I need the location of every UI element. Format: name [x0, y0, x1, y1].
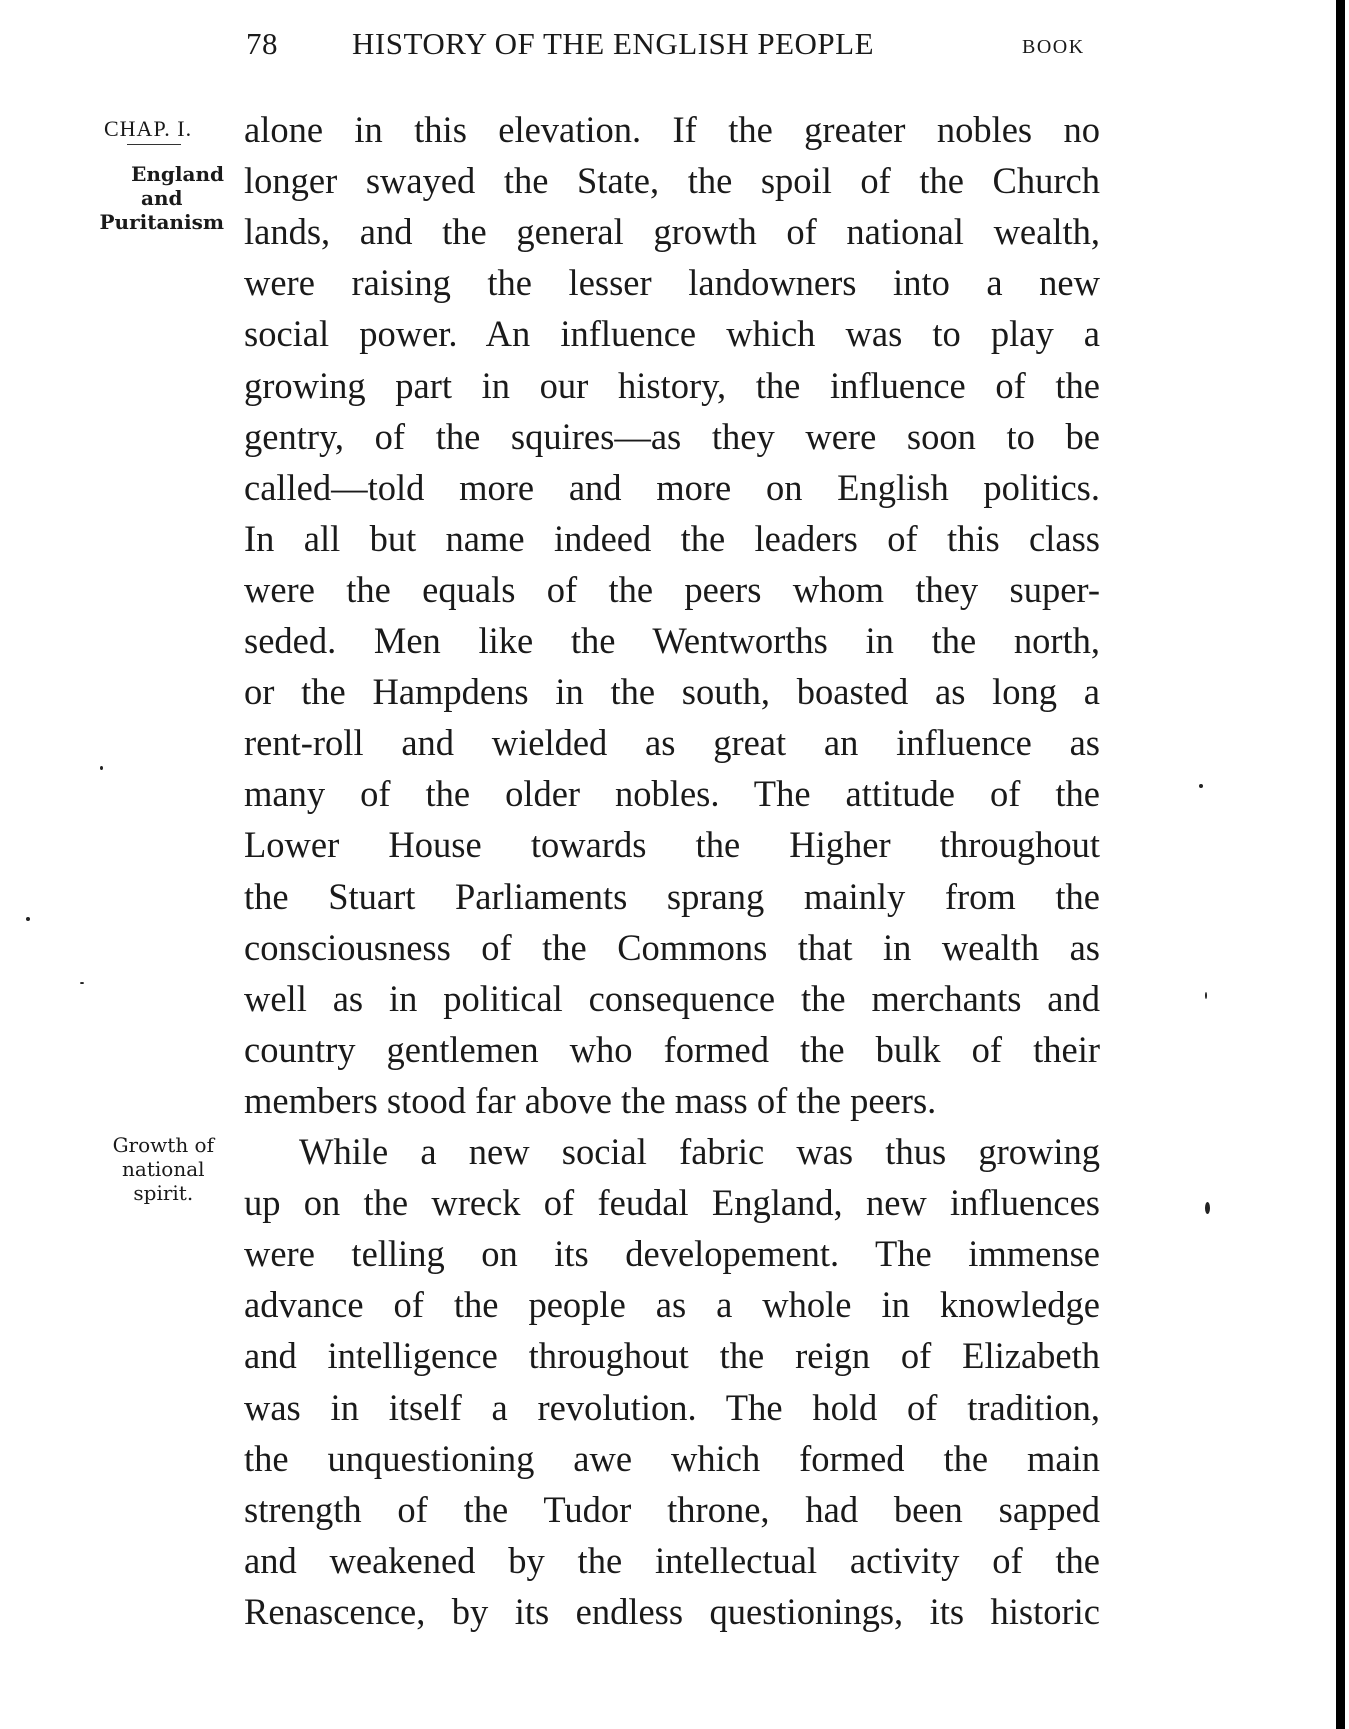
text-line: Renascence, by its endless questionings, its historic	[244, 1590, 1100, 1632]
scan-speck	[100, 766, 103, 770]
margin-note-england-puritanism	[100, 162, 224, 234]
text-line: country gentlemen who formed the bulk of their	[244, 1028, 1100, 1070]
text-line: members stood far above the mass of the peers.	[244, 1079, 937, 1121]
text-line: social power. An influence which was to play a	[244, 313, 1100, 355]
text-line: were the equals of the peers whom they super-	[244, 568, 1100, 610]
text-line: or the Hampdens in the south, boasted as long a	[244, 671, 1100, 713]
margin-note-growth	[113, 1133, 214, 1205]
scan-speck	[1205, 992, 1207, 999]
page-number: 78	[246, 26, 278, 61]
text-line: advance of the people as a whole in knowledge	[244, 1284, 1100, 1326]
text-line: the Stuart Parliaments sprang mainly from the	[244, 875, 1100, 917]
text-line: seded. Men like the Wentworths in the north,	[244, 620, 1100, 661]
scan-speck	[80, 982, 84, 984]
text-line: consciousness of the Commons that in wealth as	[244, 926, 1100, 968]
text-line: alone in this elevation. If the greater nobles no	[244, 109, 1100, 150]
book-label: BOOK	[1022, 36, 1085, 58]
text-line: well as in political consequence the merchants and	[244, 977, 1100, 1019]
text-line: lands, and the general growth of national wealth,	[244, 211, 1100, 253]
running-title: HISTORY OF THE ENGLISH PEOPLE	[352, 26, 875, 61]
text-line: were raising the lesser landowners into a new	[244, 262, 1100, 304]
margin-note-line: England	[131, 162, 224, 186]
text-line: longer swayed the State, the spoil of the Church	[244, 160, 1100, 202]
text-line: gentry, of the squires—as they were soon to be	[244, 415, 1100, 457]
text-line: up on the wreck of feudal England, new influences	[244, 1182, 1100, 1224]
scan-speck	[1199, 784, 1203, 788]
text-line: the unquestioning awe which formed the main	[244, 1437, 1100, 1479]
margin-note-line: spirit.	[133, 1181, 194, 1205]
chapter-rule	[127, 144, 181, 145]
margin-note-line: and	[141, 186, 183, 210]
text-line: In all but name indeed the leaders of this class	[244, 517, 1100, 559]
margin-note-line: Puritanism	[99, 210, 224, 234]
scan-edge-bar	[1336, 0, 1345, 1729]
text-line: and intelligence throughout the reign of Elizabeth	[244, 1335, 1100, 1377]
chapter-label: CHAP. I.	[104, 116, 193, 141]
text-line: growing part in our history, the influence of the	[244, 364, 1100, 406]
text-line: and weakened by the intellectual activity of the	[244, 1539, 1100, 1581]
text-line: Lower House towards the Higher throughout	[244, 824, 1100, 866]
text-line: many of the older nobles. The attitude of the	[244, 773, 1100, 815]
text-line: was in itself a revolution. The hold of tradition,	[244, 1386, 1100, 1428]
text-line: were telling on its developement. The immense	[244, 1233, 1100, 1275]
margin-note-line: national	[122, 1157, 205, 1181]
text-line: called—told more and more on English politics.	[244, 466, 1100, 508]
text-line: While a new social fabric was thus growing	[299, 1131, 1100, 1172]
scan-speck	[26, 917, 30, 921]
text-line: rent-roll and wielded as great an influence as	[244, 722, 1100, 764]
scan-speck	[1205, 1202, 1210, 1214]
margin-note-line: Growth of	[112, 1133, 214, 1157]
text-line: strength of the Tudor throne, had been sapped	[244, 1488, 1100, 1530]
